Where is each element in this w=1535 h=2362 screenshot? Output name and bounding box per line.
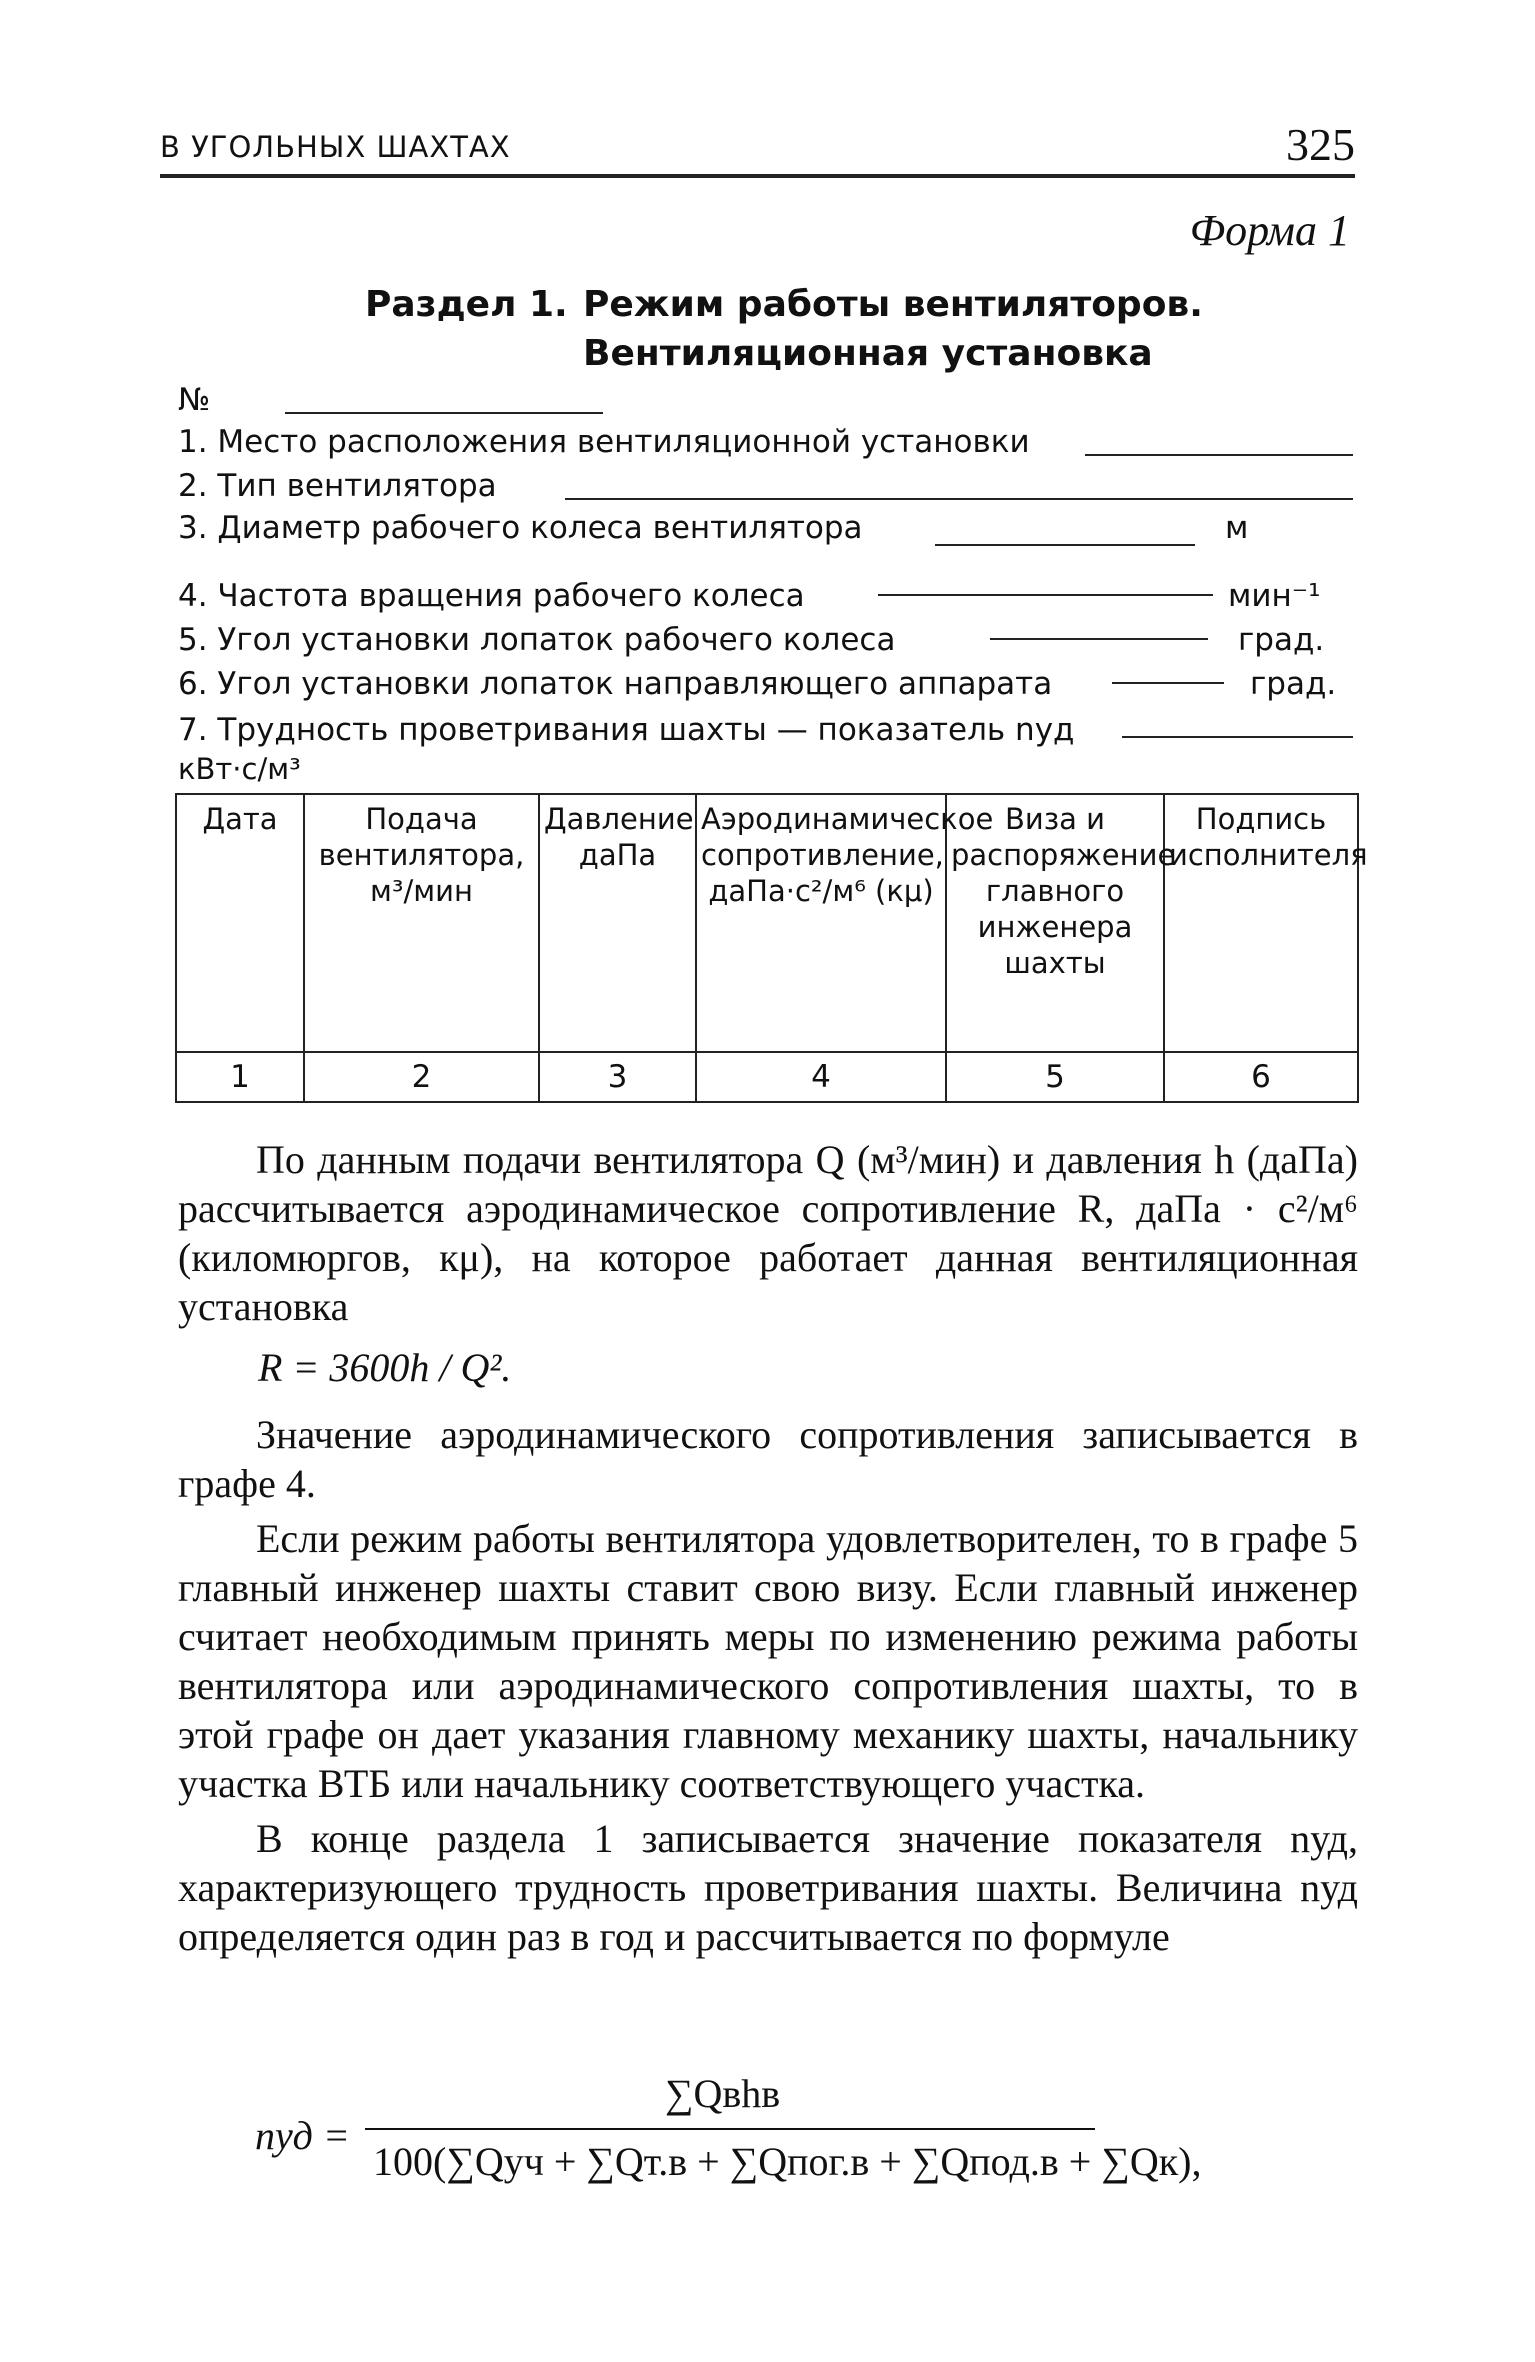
table-cell: 2 <box>304 1052 539 1102</box>
paragraph: Если режим работы вентилятора удовлетворителен, то в графе 5 главный инженер шахты ставит свою визу. Если главный инженер считает необходимым принять меры по изменению режима работы вентилятора или аэродинамического сопротивления шахты, то в этой графе он дает указания главному механику шахты, начальнику участка ВТБ или начальнику соответствующего участка. <box>178 1516 1358 1806</box>
section-title-line1: Режим работы вентиляторов. <box>583 284 1203 325</box>
table-cell: 3 <box>539 1052 696 1102</box>
field-impeller-diameter-blank <box>935 544 1195 546</box>
table-cell: 6 <box>1164 1052 1358 1102</box>
formula-resistance: R = 3600h / Q². <box>258 1345 512 1390</box>
form-label: Форма 1 <box>1189 206 1350 255</box>
table-header-cell: Виза и распоряжение главного инженера шахты <box>946 794 1164 1052</box>
field-blade-angle-blank <box>990 638 1208 640</box>
field-location-blank <box>1085 454 1353 456</box>
paragraph: По данным подачи вентилятора Q (м³/мин) и давления h (даПа) рассчитывается аэродинамическое сопротивление R, даПа · с²/м⁶ (киломюргов, кμ), на которое работает данная вентиляционная установка <box>178 1137 1358 1329</box>
field-impeller-diameter: 3. Диаметр рабочего колеса вентилятора <box>178 510 863 546</box>
field-fan-type: 2. Тип вентилятора <box>178 468 497 504</box>
table-header-cell: Подача вентилятора, м³/мин <box>304 794 539 1052</box>
table-header-cell: Подпись исполнителя <box>1164 794 1358 1052</box>
page-number: 325 <box>1286 119 1355 170</box>
header-rule <box>160 174 1355 178</box>
table-header-cell: Дата <box>176 794 304 1052</box>
field-impeller-diameter-unit: м <box>1225 510 1249 546</box>
field-rotation-speed: 4. Частота вращения рабочего колеса <box>178 578 805 614</box>
field-fan-type-blank <box>565 498 1353 500</box>
table-header-cell: Давление даПа <box>539 794 696 1052</box>
form-table <box>175 793 1368 1103</box>
table-header-row <box>176 794 1358 1052</box>
field-ventilation-difficulty-blank <box>1122 736 1353 738</box>
number-label: № <box>178 382 211 418</box>
field-location: 1. Место расположения вентиляционной установки <box>178 424 1030 460</box>
running-head <box>160 118 1355 190</box>
table-cell: 5 <box>946 1052 1164 1102</box>
field-guide-vane-angle: 6. Угол установки лопаток направляющего аппарата <box>178 666 1053 702</box>
number-blank <box>285 412 603 414</box>
field-blade-angle-unit: град. <box>1238 622 1325 658</box>
paragraph: В конце раздела 1 записывается значение показателя nуд, характеризующего трудность проветривания шахты. Величина nуд определяется один раз в год и рассчитывается по формуле <box>178 1816 1358 1959</box>
field-rotation-speed-unit: мин⁻¹ <box>1228 578 1321 614</box>
formula-lhs: nуд = <box>255 2113 350 2158</box>
section-title-line2: Вентиляционная установка <box>583 333 1153 374</box>
field-guide-vane-angle-blank <box>1112 682 1224 684</box>
field-ventilation-difficulty-unit: кВт·с/м³ <box>178 752 301 786</box>
fraction-bar <box>365 2128 1095 2130</box>
table-number-row <box>176 1052 1358 1102</box>
section-label: Раздел 1. <box>365 284 568 325</box>
body-text <box>178 1135 1358 1967</box>
field-ventilation-difficulty: 7. Трудность проветривания шахты — показатель nуд <box>178 712 1075 748</box>
formula-numerator: ∑Qвhв <box>665 2071 781 2116</box>
table-cell: 4 <box>696 1052 946 1102</box>
section-title <box>365 280 1203 378</box>
running-title: В УГОЛЬНЫХ ШАХТАХ <box>160 130 511 164</box>
formula-denominator: 100(∑Qуч + ∑Qт.в + ∑Qпог.в + ∑Qпод.в + ∑Qк), <box>373 2139 1202 2184</box>
field-rotation-speed-blank <box>878 594 1213 596</box>
field-guide-vane-angle-unit: град. <box>1250 666 1337 702</box>
field-blade-angle: 5. Угол установки лопаток рабочего колеса <box>178 622 896 658</box>
table-header-cell: Аэродинамическое сопротивление, даПа·с²/м⁶ (кμ) <box>696 794 946 1052</box>
formula-specific-index <box>255 2070 1255 2210</box>
paragraph: Значение аэродинамического сопротивления записывается в графе 4. <box>178 1412 1358 1506</box>
table-cell: 1 <box>176 1052 304 1102</box>
